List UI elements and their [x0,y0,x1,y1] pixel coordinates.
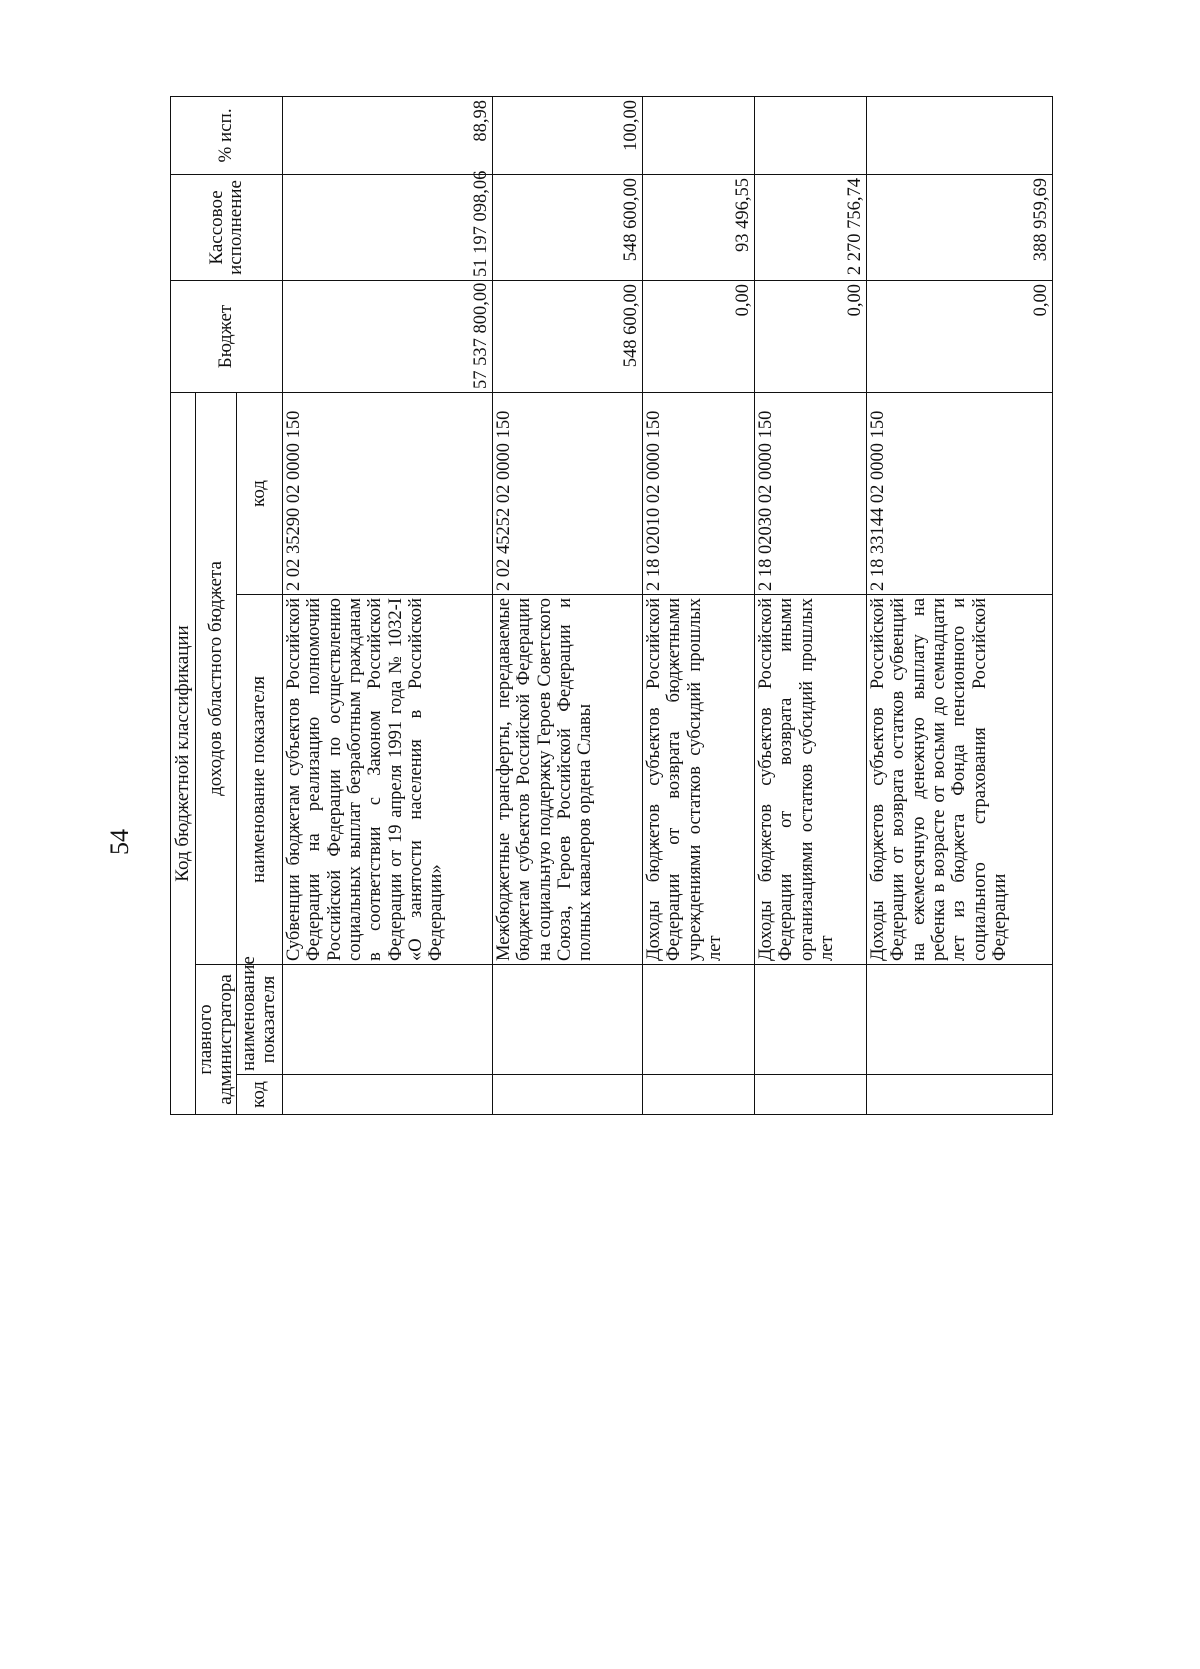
row-percent: 88,98 [282,96,492,174]
rotated-table-container [170,97,1104,1115]
row-budget: 57 537 800,00 [282,280,492,392]
table-row [492,96,642,1114]
header-admin-code: код [236,1075,282,1115]
row-percent [754,96,866,174]
row-admin-code [754,1075,866,1115]
row-code: 2 02 35290 02 0000 150 [282,392,492,594]
row-admin-name [282,965,492,1075]
header-budget: Бюджет [171,280,283,392]
row-admin-name [866,965,1052,1075]
row-budget: 548 600,00 [492,280,642,392]
row-cash: 388 959,69 [866,174,1052,280]
row-admin-name [492,965,642,1075]
row-percent [642,96,754,174]
row-budget: 0,00 [642,280,754,392]
header-admin-indicator-name: наименование показателя [236,965,282,1075]
row-indicator-name: Доходы бюджетов субъектов Российской Федерации от возврата остатков субвенций на ежемесячную денежную выплату на ребенка в возрасте от восьми до семнадцати лет из бюджета Фонда пенсионного и социального страхования Российской Федерации [866,595,1052,965]
row-code: 2 18 33144 02 0000 150 [866,392,1052,594]
header-cash-execution: Кассовое исполнение [171,174,283,280]
row-indicator-name: Доходы бюджетов субъектов Российской Федерации от возврата иными организациями остатков субсидий прошлых лет [754,595,866,965]
row-admin-name [754,965,866,1075]
row-code: 2 18 02030 02 0000 150 [754,392,866,594]
budget-table [170,96,1053,1115]
table-row [282,96,492,1114]
row-admin-code [642,1075,754,1115]
row-indicator-name: Субвенции бюджетам субъектов Российской Федерации на реализацию полномочий Российской Федерации по осуществлению социальных выплат безработным гражданам в соответствии с Законом Российской Федерации от 19 апреля 1991 года № 1032-I «О занятости населения в Российской Федерации» [282,595,492,965]
row-indicator-name: Межбюджетные трансферты, передаваемые бюджетам субъектов Российской Федерации на социальную поддержку Героев Советского Союза, Героев Российской Федерации и полных кавалеров ордена Славы [492,595,642,965]
row-cash: 548 600,00 [492,174,642,280]
row-cash: 93 496,55 [642,174,754,280]
row-budget: 0,00 [866,280,1052,392]
row-indicator-name: Доходы бюджетов субъектов Российской Федерации от возврата бюджетными учреждениями остатков субсидий прошлых лет [642,595,754,965]
header-regional-revenue: доходов областного бюджета [196,392,237,964]
row-cash: 2 270 756,74 [754,174,866,280]
table-row [754,96,866,1114]
row-code: 2 02 45252 02 0000 150 [492,392,642,594]
header-code: код [236,392,282,594]
row-percent: 100,00 [492,96,642,174]
row-admin-code [492,1075,642,1115]
row-admin-code [282,1075,492,1115]
row-code: 2 18 02010 02 0000 150 [642,392,754,594]
row-cash: 51 197 098,06 [282,174,492,280]
header-chief-admin: главного администратора [196,965,237,1115]
row-percent [866,96,1052,174]
header-classification: Код бюджетной классификации [171,392,196,1114]
table-row [642,96,754,1114]
page-number: 54 [105,829,134,855]
header-indicator-name: наименование показателя [236,595,282,965]
row-admin-name [642,965,754,1075]
table-row [866,96,1052,1114]
row-budget: 0,00 [754,280,866,392]
header-percent: % исп. [171,96,283,174]
row-admin-code [866,1075,1052,1115]
